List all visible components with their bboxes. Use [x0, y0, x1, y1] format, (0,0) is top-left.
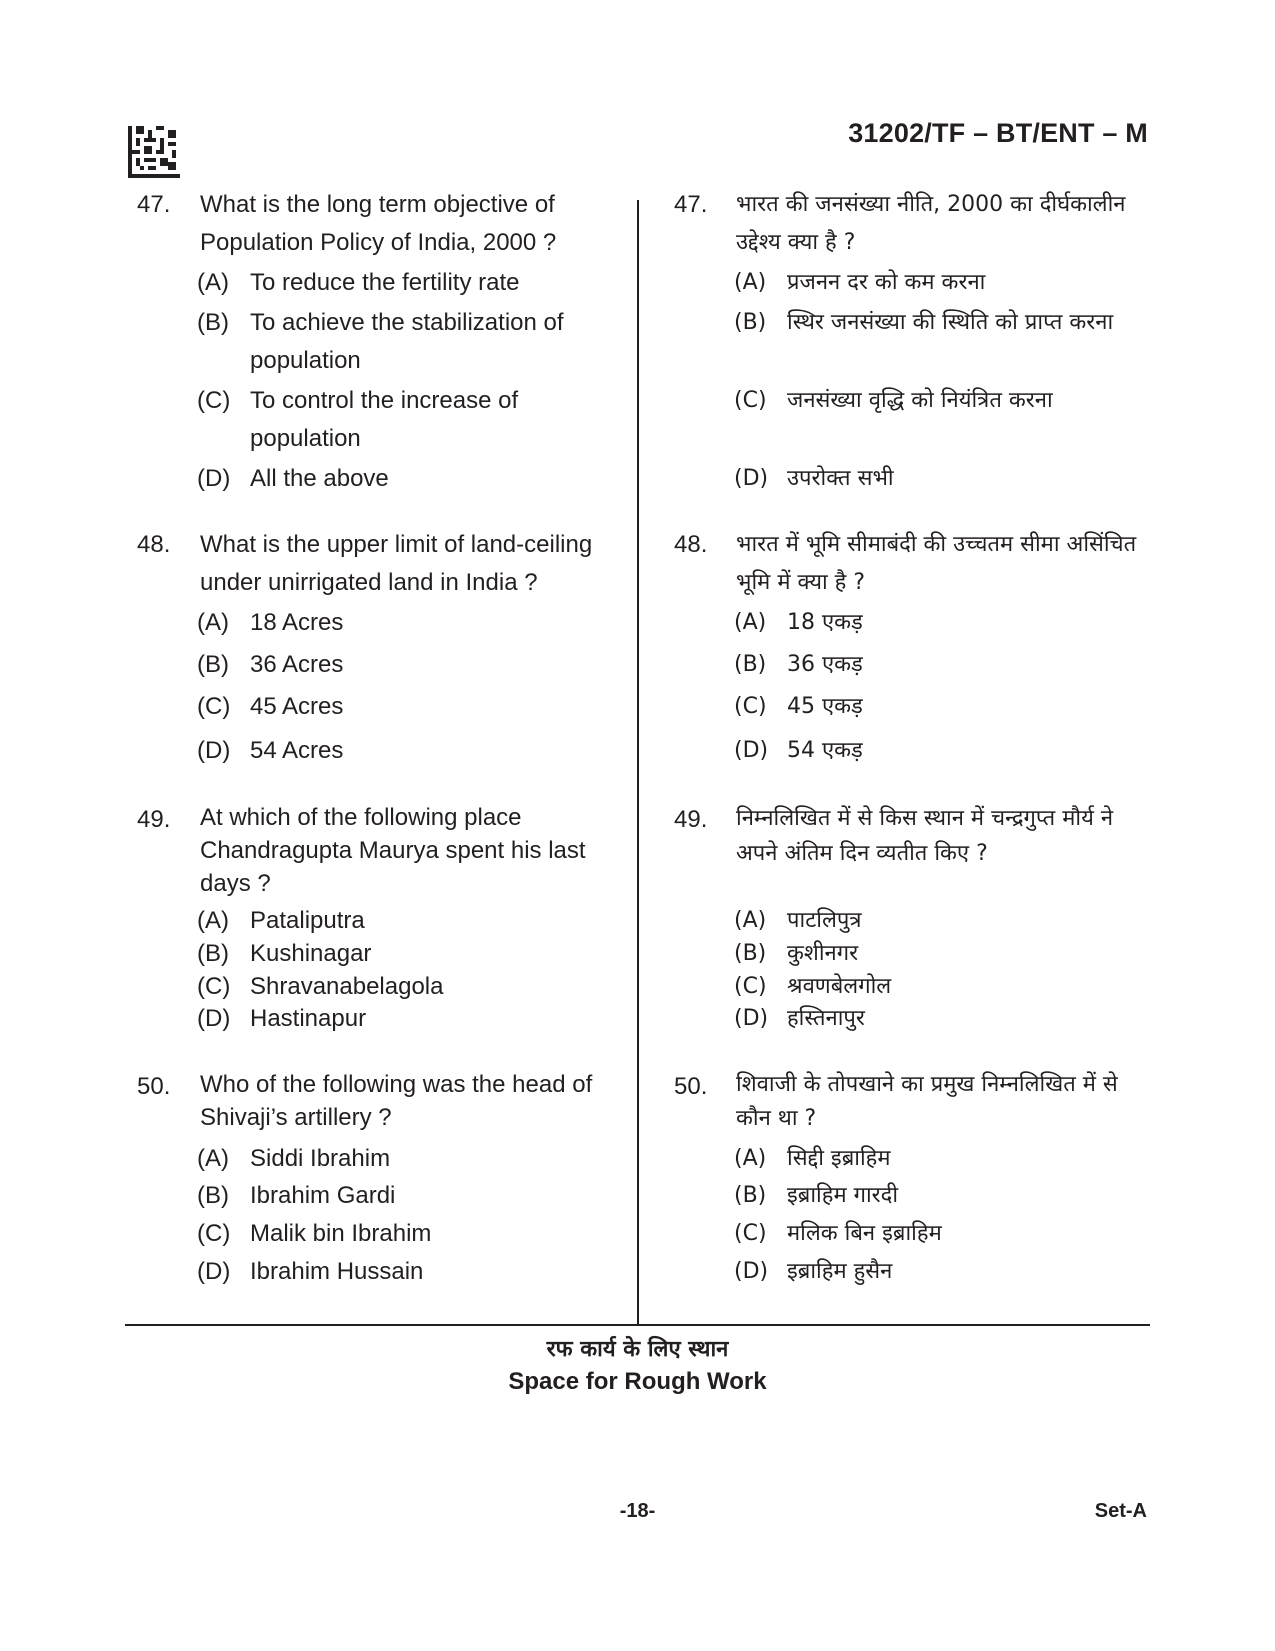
option-label: (D)	[734, 1259, 769, 1284]
question-48-en	[137, 526, 617, 764]
option-d	[197, 1000, 617, 1038]
option-text: To achieve the stabilization of population	[250, 309, 564, 374]
question-number: 50.	[674, 1073, 708, 1100]
option-d	[734, 1253, 1150, 1291]
option-label: (C)	[734, 974, 767, 999]
option-text: स्थिर जनसंख्या की स्थिति को प्राप्त करना	[787, 310, 1114, 335]
option-label: (A)	[734, 270, 767, 295]
question-48-hi	[674, 526, 1150, 763]
option-text: Kushinagar	[250, 940, 372, 967]
paper-code: 31202/TF – BT/ENT – M	[848, 118, 1148, 148]
question-text: भारत में भूमि सीमाबंदी की उच्चतम सीमा असिंचित भूमि में क्या है ?	[736, 532, 1137, 595]
question-number: 47.	[674, 191, 708, 218]
question-number: 49.	[674, 806, 708, 833]
option-label: (A)	[734, 908, 767, 933]
option-text: मलिक बिन इब्राहिम	[787, 1221, 942, 1246]
question-50-en	[137, 1068, 617, 1285]
question-number: 47.	[137, 191, 171, 218]
option-label: (A)	[197, 907, 229, 934]
question-text: निम्नलिखित में से किस स्थान में चन्द्रगुप्त मौर्य ने अपने अंतिम दिन व्यतीत किए ?	[736, 806, 1114, 866]
option-a	[734, 264, 1150, 302]
rough-work-rule	[125, 1324, 1150, 1326]
rough-work-heading: Space for Rough Work	[508, 1368, 767, 1395]
page-number: -18-	[619, 1500, 656, 1522]
question-49-en	[137, 801, 617, 1032]
question-47-hi	[674, 186, 1150, 491]
option-text: 54 Acres	[250, 737, 344, 764]
option-b	[197, 1177, 617, 1215]
option-text: सिद्दी इब्राहिम	[787, 1146, 891, 1171]
option-d	[734, 460, 1150, 498]
option-label: (D)	[197, 1005, 231, 1032]
option-c	[734, 688, 1150, 726]
option-text: 18 एकड़	[787, 610, 863, 635]
option-label: (B)	[734, 941, 767, 966]
option-label: (A)	[197, 1145, 229, 1172]
option-d	[197, 460, 617, 498]
option-b	[734, 646, 1150, 684]
option-label: (A)	[734, 610, 767, 635]
option-c	[197, 1215, 617, 1253]
option-d	[197, 1253, 617, 1291]
question-text: What is the long term objective of Population Policy of India, 2000 ?	[200, 191, 557, 256]
option-c	[734, 1215, 1150, 1253]
option-text: 54 एकड़	[787, 738, 863, 763]
question-number: 48.	[137, 531, 171, 558]
option-label: (D)	[197, 465, 231, 492]
option-text: हस्तिनापुर	[787, 1006, 865, 1031]
question-47-en	[137, 186, 617, 492]
option-d	[734, 1000, 1150, 1038]
option-label: (C)	[734, 694, 767, 719]
question-text: What is the upper limit of land-ceiling under unirrigated land in India ?	[200, 531, 593, 596]
option-a	[197, 604, 617, 642]
option-label: (C)	[197, 1220, 231, 1247]
qr-code	[128, 126, 180, 178]
option-label: (B)	[197, 309, 229, 336]
option-label: (D)	[734, 738, 769, 763]
rough-work-heading-hindi: रफ कार्य के लिए स्थान	[546, 1337, 729, 1362]
option-text: Ibrahim Gardi	[250, 1182, 396, 1209]
option-label: (D)	[197, 737, 231, 764]
option-label: (C)	[734, 1221, 767, 1246]
option-text: Pataliputra	[250, 907, 365, 934]
column-divider	[637, 200, 639, 1324]
option-a	[734, 1140, 1150, 1178]
question-number: 50.	[137, 1073, 171, 1100]
option-label: (D)	[734, 1006, 769, 1031]
option-text: इब्राहिम हुसैन	[787, 1259, 893, 1284]
option-d	[197, 732, 617, 770]
option-text: 45 Acres	[250, 693, 344, 720]
option-text: पाटलिपुत्र	[787, 908, 862, 933]
option-text: To reduce the fertility rate	[250, 269, 520, 296]
option-text: 45 एकड़	[787, 694, 863, 719]
option-label: (B)	[734, 652, 767, 677]
option-label: (D)	[197, 1258, 231, 1285]
option-text: All the above	[250, 465, 389, 492]
option-text: श्रवणबेलगोल	[787, 974, 892, 999]
option-label: (C)	[197, 973, 231, 1000]
option-text: Hastinapur	[250, 1005, 367, 1032]
option-label: (A)	[197, 609, 229, 636]
option-label: (C)	[197, 387, 231, 414]
option-label: (A)	[197, 269, 229, 296]
option-text: Ibrahim Hussain	[250, 1258, 424, 1285]
option-label: (C)	[197, 693, 231, 720]
option-text: कुशीनगर	[787, 941, 859, 966]
option-c	[734, 382, 1150, 420]
question-number: 49.	[137, 806, 171, 833]
option-text: प्रजनन दर को कम करना	[787, 270, 986, 295]
option-d	[734, 732, 1150, 770]
option-c	[197, 382, 617, 458]
set-label: Set-A	[1094, 1500, 1147, 1522]
option-label: (B)	[734, 310, 767, 335]
question-49-hi	[674, 801, 1150, 1031]
option-text: 18 Acres	[250, 609, 344, 636]
option-label: (B)	[734, 1183, 767, 1208]
question-number: 48.	[674, 531, 708, 558]
question-text: At which of the following place Chandragupta Maurya spent his last days ?	[200, 804, 586, 897]
option-text: Shravanabelagola	[250, 973, 444, 1000]
option-a	[197, 264, 617, 302]
option-text: Siddi Ibrahim	[250, 1145, 391, 1172]
question-text: शिवाजी के तोपखाने का प्रमुख निम्नलिखित में से कौन था ?	[736, 1072, 1118, 1131]
question-50-hi	[674, 1068, 1150, 1284]
option-text: Malik bin Ibrahim	[250, 1220, 432, 1247]
option-b	[197, 646, 617, 684]
option-text: इब्राहिम गारदी	[787, 1183, 899, 1208]
option-a	[197, 1140, 617, 1178]
option-label: (B)	[197, 940, 229, 967]
option-c	[197, 688, 617, 726]
option-a	[734, 604, 1150, 642]
question-text: Who of the following was the head of Shivaji’s artillery ?	[200, 1071, 593, 1131]
option-label: (D)	[734, 466, 769, 491]
option-label: (A)	[734, 1146, 767, 1171]
option-text: 36 एकड़	[787, 652, 863, 677]
option-label: (C)	[734, 388, 767, 413]
option-text: उपरोक्त सभी	[787, 466, 894, 491]
question-text: भारत की जनसंख्या नीति, 2000 का दीर्घकालीन उद्देश्य क्या है ?	[736, 192, 1126, 255]
option-b	[734, 1177, 1150, 1215]
option-text: 36 Acres	[250, 651, 344, 678]
option-text: To control the increase of population	[250, 387, 519, 452]
option-label: (B)	[197, 1182, 229, 1209]
option-b	[734, 304, 1150, 342]
option-label: (B)	[197, 651, 229, 678]
option-b	[197, 304, 617, 380]
option-text: जनसंख्या वृद्धि को नियंत्रित करना	[787, 388, 1053, 413]
